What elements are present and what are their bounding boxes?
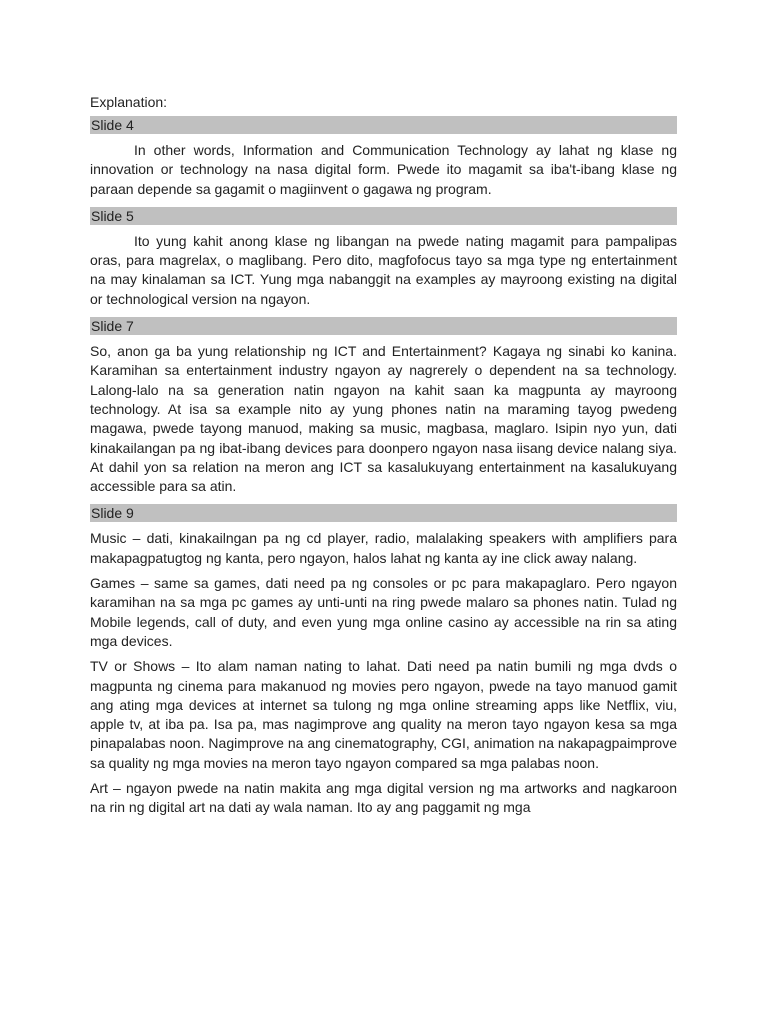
paragraph: Ito yung kahit anong klase ng libangan na pwede nating magamit para pampalipas oras, para magrelax, o maglibang. Pero dito, magfofocus tayo sa mga type ng entertainment na may kinalaman sa ICT. Yung mga nabanggit na examples ay mayroong existing na digital or technological version na ngayon. bbox=[90, 232, 677, 307]
paragraph: So, anon ga ba yung relationship ng ICT and Entertainment? Kagaya ng sinabi ko kanina. Karamihan sa entertainment industry ngayon ay nagrerely o dependent na sa technology. Lalong-lalo na sa generation natin ngayon na kahit saan ka magpunta ay mayroong technology. At isa sa example nito ay yung phones natin na maraming tayog pwedeng magawa, pwede tayong manuod, making sa music, magbasa, maglaro. Isipin nyo yun, dati kinakailangan pa ng ibat-ibang devices para doonpero ngayon nasa iisang device nalang siya. At dahil yon sa relation na meron ang ICT sa kasalukuyang entertainment na kasalukuyang accessible para sa atin. bbox=[90, 343, 677, 495]
paragraph: In other words, Information and Communication Technology ay lahat ng klase ng innovation or technology na nasa digital form. Pwede ito magamit sa iba't-ibang klase ng paraan depende sa gagamit o magiinvent o gagawa ng program. bbox=[90, 142, 677, 197]
paragraph-art: Art – ngayon pwede na natin makita ang mga digital version ng ma artworks and nagkaroon na rin ng digital art na dati ay wala naman. Ito ay ang paggamit ng mga bbox=[90, 780, 677, 816]
section-label-slide-7: Slide 7 bbox=[90, 317, 677, 335]
paragraph-games: Games – same sa games, dati need pa ng consoles or pc para makapaglaro. Pero ngayon karamihan na sa mga pc games ay unti-unti na ring pwede malaro sa phones natin. Tulad ng Mobile legends, call of duty, and even yung mga online casino ay accessible na rin sa ating mga devices. bbox=[90, 575, 677, 649]
page-heading: Explanation: bbox=[90, 94, 168, 110]
paragraph-tv-shows: TV or Shows – Ito alam naman nating to lahat. Dati need pa natin bumili ng mga dvds o magpunta ng cinema para makanuod ng movies pero ngayon, pwede na tayo manuod gamit ang ating mga devices at internet sa tulong ng mga online streaming apps like Netflix, viu, apple tv, at iba pa. Isa pa, mas nagimprove ang quality na meron tayo ngayon kesa sa mga pinapalabas noon. Nagimprove na ang cinematography, CGI, animation na nakapagpaimprove sa quality ng mga movies na meron tayo ngayon compared sa mga palabas noon. bbox=[90, 658, 677, 771]
section-label-slide-4: Slide 4 bbox=[90, 116, 677, 134]
section-label-slide-9: Slide 9 bbox=[90, 504, 677, 522]
paragraph-music: Music – dati, kinakailngan pa ng cd player, radio, malalaking speakers with amplifiers para makapagpatugtog ng kanta, pero ngayon, halos lahat ng kanta ay ine click away nalang. bbox=[90, 530, 677, 566]
section-label-slide-5: Slide 5 bbox=[90, 207, 677, 225]
